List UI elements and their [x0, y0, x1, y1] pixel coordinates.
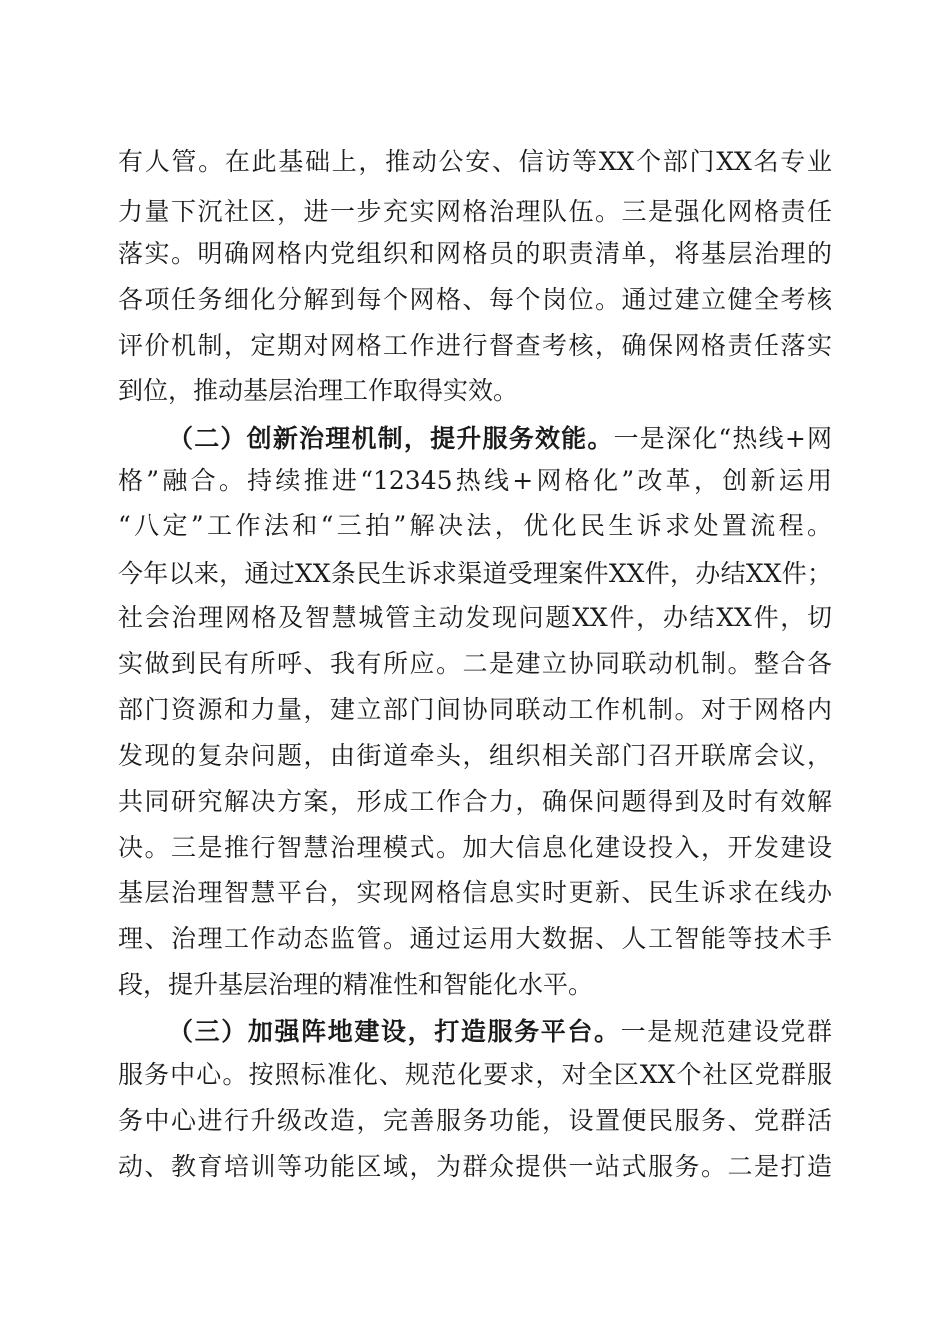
paragraph-line: 段，提升基层治理的精准性和智能化水平。 [118, 970, 594, 999]
paragraph-line: 务中心进行升级改造，完善服务功能，设置便民服务、党群活 [118, 1106, 832, 1135]
paragraph-line: 评价机制，定期对网格工作进行督查考核，确保网格责任落实 [118, 331, 832, 360]
section-heading-line [168, 419, 832, 459]
paragraph-line: 到位，推动基层治理工作取得实效。 [118, 376, 519, 405]
paragraph-line: 动、教育培训等功能区域，为群众提供一站式服务。二是打造 [118, 1152, 832, 1181]
paragraph-line: “八定”工作法和“三拍”解决法，优化民生诉求处置流程。 [118, 511, 832, 540]
paragraph-line: 力量下沉社区，进一步充实网格治理队伍。三是强化网格责任 [118, 197, 832, 226]
paragraph-line: 今年以来，通过XX条民生诉求渠道受理案件XX件，办结XX件； [118, 559, 832, 588]
section-heading: （二）创新治理机制，提升服务效能。 [168, 424, 614, 453]
paragraph-line: 落实。明确网格内党组织和网格员的职责清单，将基层治理的 [118, 239, 832, 268]
paragraph-line: 决。三是推行智慧治理模式。加大信息化建设投入，开发建设 [118, 833, 832, 862]
section-heading-continuation: 一是深化“热线+网 [613, 424, 832, 453]
paragraph-line: 发现的复杂问题，由街道牵头，组织相关部门召开联席会议， [118, 741, 832, 770]
paragraph-line: 基层治理智慧平台，实现网格信息实时更新、民生诉求在线办 [118, 878, 832, 907]
paragraph-line: 共同研究解决方案，形成工作合力，确保问题得到及时有效解 [118, 787, 832, 816]
paragraph-line: 各项任务细化分解到每个网格、每个岗位。通过建立健全考核 [118, 285, 832, 314]
paragraph-line: 部门资源和力量，建立部门间协同联动工作机制。对于网格内 [118, 695, 832, 724]
paragraph-line: 格”融合。持续推进“12345热线+网格化”改革，创新运用 [118, 466, 832, 495]
paragraph-line: 社会治理网格及智慧城管主动发现问题XX件，办结XX件，切 [118, 603, 832, 632]
section-heading-continuation: 一是规范建设党群 [620, 1017, 832, 1046]
section-heading-line [168, 1012, 832, 1052]
paragraph-line: 有人管。在此基础上，推动公安、信访等XX个部门XX名专业 [118, 147, 832, 176]
paragraph-line: 理、治理工作动态监管。通过运用大数据、人工智能等技术手 [118, 924, 832, 953]
paragraph-line: 实做到民有所呼、我有所应。二是建立协同联动机制。整合各 [118, 649, 832, 678]
paragraph-line: 服务中心。按照标准化、规范化要求，对全区XX个社区党群服 [118, 1060, 832, 1089]
section-heading: （三）加强阵地建设，打造服务平台。 [168, 1017, 621, 1046]
